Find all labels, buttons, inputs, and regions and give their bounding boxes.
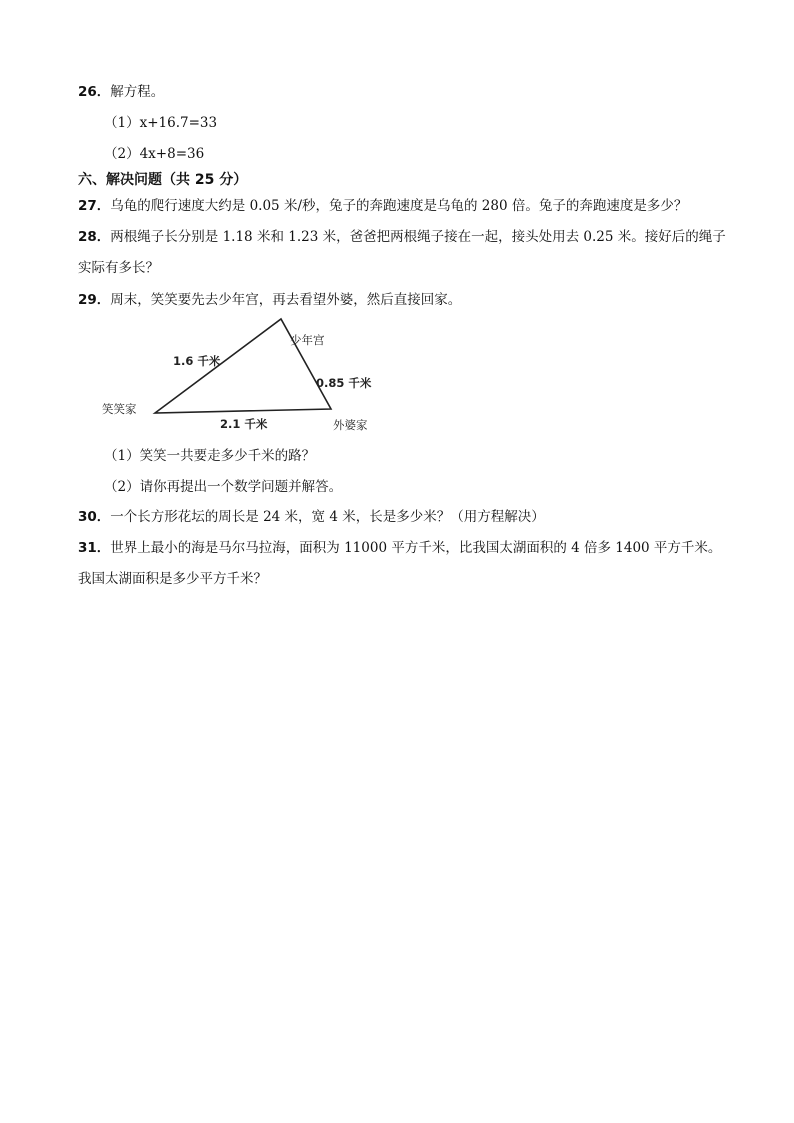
- question-text: 两根绳子长分别是 1.18 米和 1.23 米，爸爸把两根绳子接在一起，接头处用去 0.25 米。接好后的绳子: [110, 229, 726, 245]
- question-text: 一个长方形花坛的周长是 24 米，宽 4 米，长是多少米？（用方程解决）: [110, 509, 545, 525]
- edge-palace-grandma-label: 0.85 千米: [316, 376, 372, 390]
- question-26-part-2: （2）4x+8=36: [104, 146, 205, 162]
- question-29: [78, 290, 461, 310]
- question-29-part-1: （1）笑笑一共要走多少千米的路？: [104, 448, 316, 464]
- question-number: 29．: [78, 292, 111, 308]
- question-number: 26．: [78, 84, 111, 100]
- question-31-continued: 我国太湖面积是多少平方千米？: [78, 571, 267, 587]
- question-26-part-1: （1）x+16.7=33: [104, 115, 218, 131]
- question-30: [78, 507, 545, 527]
- question-text: 世界上最小的海是马尔马拉海，面积为 11000 平方千米，比我国太湖面积的 4 倍多 1400 平方千米。: [110, 540, 722, 556]
- question-number: 28．: [78, 229, 111, 245]
- question-text: 周末，笑笑要先去少年宫，再去看望外婆，然后直接回家。: [110, 292, 462, 308]
- palace-label: 少年宫: [290, 333, 325, 347]
- question-31: [78, 538, 721, 558]
- edge-home-grandma-label: 2.1 千米: [220, 417, 268, 431]
- edge-home-palace-label: 1.6 千米: [173, 354, 221, 368]
- question-26: [78, 82, 164, 102]
- grandma-label: 外婆家: [333, 418, 368, 432]
- home-label: 笑笑家: [102, 402, 137, 416]
- route-diagram: [100, 312, 400, 442]
- question-text: 乌龟的爬行速度大约是 0.05 米/秒，兔子的奔跑速度是乌龟的 280 倍。兔子的奔跑速度是多少？: [110, 198, 688, 214]
- question-28: [78, 227, 726, 247]
- section-heading: 六、解决问题（共 25 分）: [78, 172, 248, 188]
- question-number: 31．: [78, 540, 111, 556]
- question-28-continued: 实际有多长？: [78, 260, 159, 276]
- question-number: 27．: [78, 198, 111, 214]
- question-27: [78, 196, 687, 216]
- question-29-part-2: （2）请你再提出一个数学问题并解答。: [104, 479, 343, 495]
- question-number: 30．: [78, 509, 111, 525]
- question-text: 解方程。: [110, 84, 165, 100]
